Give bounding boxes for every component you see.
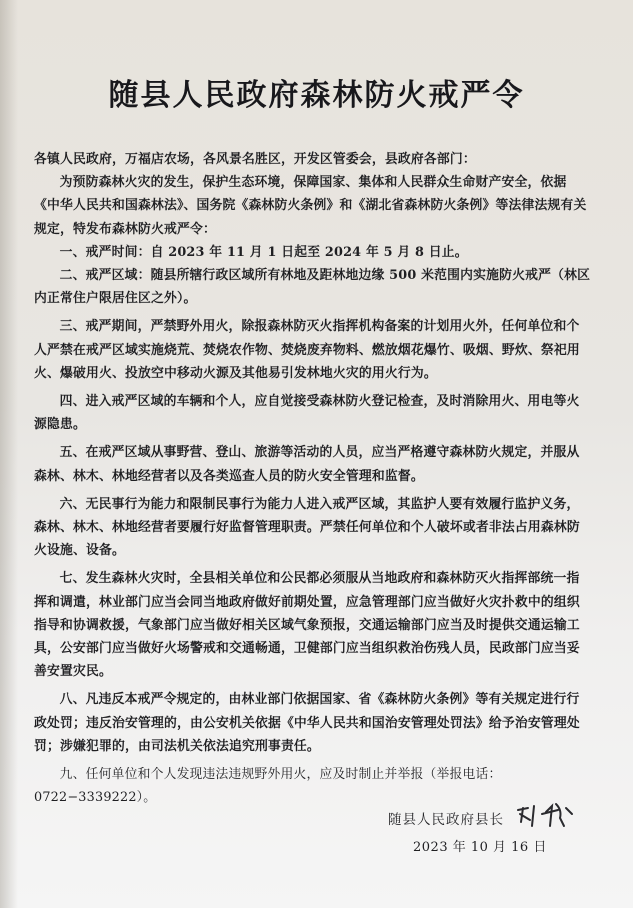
salutation: 各镇人民政府，万福店农场，各风景名胜区，开发区管委会，县政府各部门：: [34, 152, 476, 167]
item-7: 七、发生森林火灾时，全县相关单位和公民都必须服从当地政府和森林防灭火指挥部统一指挥和调遣，林业部门应当会同当地政府做好前期处置，应急管理部门应当做好火灾扑救中的组织指导和协调救援，气象部门应当做好相关区域气象预报，交通运输部门应当及时提供交通运输工具，公安部门应当做好火场警戒和交通畅通，卫健部门应当组织救治伤残人员，民政部门应当妥善安置灾民。: [34, 571, 580, 680]
item-8: 八、凡违反本戒严令规定的，由林业部门依据国家、省《森林防火条例》等有关规定进行行政处罚；违反治安管理的，由公安机关依据《中华人民共和国治安管理处罚法》给予治安管理处罚；涉嫌犯罪的，由司法机关依法追究刑事责任。: [34, 692, 580, 754]
item-2: 二、戒严区域：随县所辖行政区域所有林地及距林地边缘 500 米范围内实施防火戒严（林区内正常住户限居住区之外）。: [34, 268, 591, 307]
item-4: 四、进入戒严区域的车辆和个人，应自觉接受森林防火登记检查，及时消除用火、用电等火源隐患。: [34, 394, 580, 433]
item-9: 九、任何单位和个人发现违法违规野外用火，应及时制止并举报（举报电话：0722−3339222）。: [34, 767, 502, 806]
item-3: 三、戒严期间，严禁野外用火，除报森林防灭火指挥机构备案的计划用火外，任何单位和个人严禁在戒严区域实施烧荒、焚烧农作物、焚烧废弃物料、燃放烟花爆竹、吸烟、野炊、祭祀用火、爆破用火、投放空中移动火源及其他易引发林地火灾的用火行为。: [34, 319, 580, 381]
document-body: [34, 148, 592, 809]
item-1: 一、戒严时间：自 2023 年 11 月 1 日起至 2024 年 5 月 8 日止。: [59, 244, 468, 260]
handwritten-signature: [512, 800, 582, 830]
intro-paragraph: 为预防森林火灾的发生，保护生态环境，保障国家、集体和人民群众生命财产安全，依据《中华人民共和国森林法》、国务院《森林防火条例》和《湖北省森林防火条例》等法律法规有关规定，特发布森林防火戒严令：: [34, 175, 587, 237]
document-title: 随县人民政府森林防火戒严令: [108, 78, 525, 113]
issue-date: 2023 年 10 月 16 日: [413, 840, 547, 855]
paper-shadow: [0, 0, 18, 908]
signer-title: 随县人民政府县长: [388, 812, 504, 828]
item-6: 六、无民事行为能力和限制民事行为能力人进入戒严区域，其监护人要有效履行监护义务，森林、林木、林地经营者要履行好监督管理职责。严禁任何单位和个人破坏或者非法占用森林防火设施、设备。: [34, 496, 580, 559]
item-5: 五、在戒严区域从事野营、登山、旅游等活动的人员，应当严格遵守森林防火规定，并服从森林、林木、林地经营者以及各类巡查人员的防火安全管理和监督。: [34, 445, 580, 484]
